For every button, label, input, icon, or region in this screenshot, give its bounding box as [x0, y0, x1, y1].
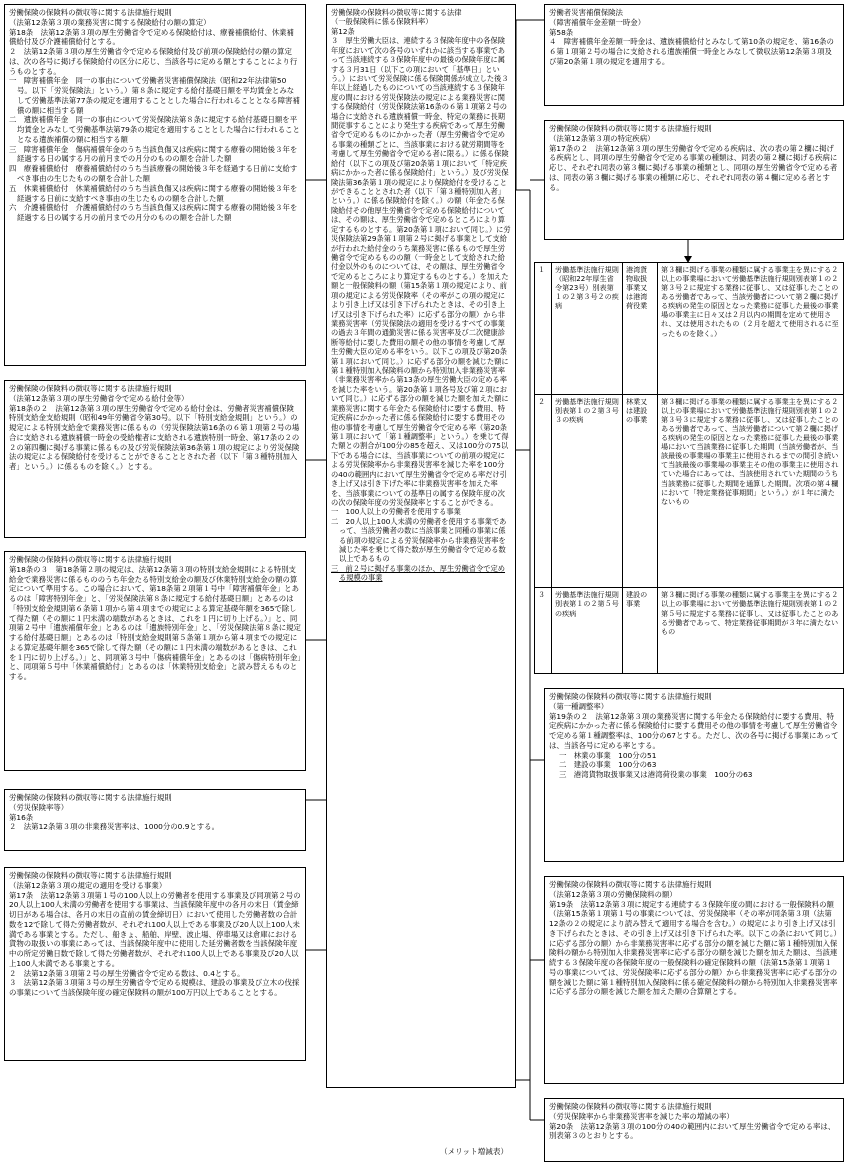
- rule-16-box: [4, 789, 306, 851]
- table-cell-persons: 第３欄に掲げる事業の種類に属する事業主を異にする２以上の事業場において労働基準法施行規則別表第１の２第５号に規定する業務に従事し、又は従事したことのある労働者であって、特定業務従事期間が３年に満たないもの: [658, 588, 844, 674]
- article-text: 第18条 法第12条第３項の厚生労働省令で定める保険給付は、療養補償給付、休業補償給付及び介護補償給付とする。: [9, 27, 294, 47]
- article-text: 第18条の３ 第18条第２項の規定は、法第12条第３項の特別支給金規則による特別支給金で業務災害に係るもののうち年金たる特別支給金の額及び休業特別支給金の額の算定について準用する。この場合において、第18条第２項第１号中「障害補償年金」とあるのは「障害特別年金」と、「労災保険法第８条に規定する給付基礎日額」とあるのは「特別支給金規則第６条第１項から第４項までの規定による算定基礎年額を365で除して得た額（その額に１円未満の端数があるときは、これを１円に切り上げる。）」と、同項第２号中「遺族補償年金」とあるのは「遺族特別年金」と、「労災保険法第８条に規定する給付基礎日額」とあるのは「特別支給金規則第５条第１項から第４項までの規定による算定基礎年額を365で除して得た額（その額に１円未満の端数があるときは、これを１円に切り上げる。）」と、同項第３号中「傷病補償年金」とあるのは「傷病特別年金」と、同項第５号中「休業補償給付」とあるのは「休業特別支給金」と読み替えるものとする。: [9, 564, 301, 682]
- box-title: 労働保険の保険料の徴収等に関する法律施行規則: [9, 555, 172, 564]
- article-text: 第19条 法第12条第３項に規定する連続する３保険年度の間における一般保険料の額（法第15条第１項第１号の事業については、労災保険率（その率が同条第３項（法第12条の２の規定により読み替えて適用する場合を含む。）の規定により引き上げ又は引き下げられたときは、その引き上げ又は引き下げられた率。以下この条において同じ。）に応ずる部分の額）から非業務災害率に応ずる部分の額を減じた額に第１種特別加入保険料の額から特別加入非業務災害率に応ずる部分の額を減じた額を加えた額は、当該連続する３保険年度の各保険年度の一般保険料の確定保険料の額（法第15条第１項第１号の事業については、労災保険率に応ずる部分の額）から非業務災害率に応ずる部分の額を減じた額に第１種特別加入保険料に係る確定保険料の額から特別加入非業務災害率に応ずる部分の額を減じた額を加えた額の合算額とする。: [549, 899, 838, 997]
- list-item: 一 林業の事業 100分の51: [559, 750, 657, 760]
- list-item: 三 前２号に掲げる事業のほか、厚生労働省令で定める規模の事業: [331, 563, 506, 583]
- table-cell-persons: 第３欄に掲げる事業の種類に属する事業主を異にする２以上の事業場において労働基準法施行規則別表第１の２第３号２に規定する業務に従事し、又は従事したことのある労働者であって、当該労働者について第２欄に掲げる疾病の発生の原因となった業務に従事した最後の事業場の事業主に日々又は２月以内の期間を定めて使用され、又は使用されたもの（２月を超えて使用されるに至ったものを除く。）: [658, 263, 844, 395]
- article-text: 第19条の２ 法第12条第３項の業務災害に関する年金たる保険給付に要する費用、特定疾病にかかった者に係る保険給付に要する費用その他の事情を考慮して厚生労働省令で定める第１種調整率は、100分の67とする。ただし、次の各号に掲げる事業にあっては、当該各号に定める率とする。: [549, 711, 839, 750]
- table-row: [535, 394, 844, 588]
- table-row: [535, 263, 844, 395]
- table-cell-no: ２: [535, 394, 552, 588]
- workers-comp-law-58-box: [544, 4, 844, 106]
- box-title: 労働者災害補償保険法: [549, 8, 623, 17]
- list-item: 二 建設の事業 100分の63: [559, 760, 657, 770]
- article-text: 第20条 法第12条第３項の100分の40の範囲内において厚生労働省令で定める率は、別表第３のとおりとする。: [549, 1121, 836, 1141]
- box-subtitle: （労災保険率等）: [9, 802, 69, 812]
- box-title: 労働保険の保険料の徴収等に関する法律施行規則: [9, 8, 172, 17]
- box-title: 労働保険の保険料の徴収等に関する法律施行規則: [9, 793, 172, 802]
- article-body: ３ 厚生労働大臣は、連続する３保険年度中の各保険年度において次の各号のいずれかに該当する事業であって当該連続する３保険年度中の最後の保険年度に属する３月31日（以下この項において「基準日」という。）において労災保険に係る保険関係が成立した後３年以上経過したものについての当該連続する３保険年度の間における労災保険法の規定による業務災害に関する保険給付（労災保険法第16条の６第１項第２号の場合に支給される遺族補償一時金、特定の業務に長期間従事することにより発生する疾病であって厚生労働省令で定めるものにかかった者（厚生労働省令で定める事業の種類ごとに、当該事業における就労期間等を考慮して厚生労働省令で定める者に限る。）に係る保険給付（以下この項及び第20条第１項において「特定疾病にかかった者に係る保険給付」という。）及び労災保険法第36条第１項の規定により保険給付を受けることができることとされた者（以下「第３種特別加入者」という。）に係る保険給付を除く。）の額（年金たる保険給付その他厚生労働省令で定める保険給付については、その額は、厚生労働省令で定めるところにより算定するものとする。第20条第１項において同じ。）に労災保険法第29条第１項第２号に掲げる事業として支給が行われた給付金のうち業務災害に係るもので厚生労働省令で定めるものの額（一時金として支給された給付金以外のものについては、その額は、厚生労働省令で定めるところにより算定するものとする。）を加えた額と一般保険料の額（第15条第１項の規定により、前項の規定による労災保険率（その率がこの項の規定により引き上げ又は引き下げられたときは、その引き上げ又は引き下げられた率）に応ずる部分の額）から非業務災害率（労災保険法の適用を受けるすべての事業の過去３年間の通勤災害に係る災害率及び二次健康診断等給付に要した費用の額その他の事情を考慮して厚生労働大臣の定める率をいう。以下この項及び第20条第１項において同じ。）に応ずる部分の額を減じた額に第１種特別加入保険料の額から特別加入非業務災害率（非業務災害率から第13条の厚生労働大臣の定める率を減じた率をいう。第20条第１項各号及び第２項において同じ。）に応ずる部分の額を減じた額を加えた額に業務災害に関する年金たる保険給付に要する費用、特定疾病にかかった者に係る保険給付に要する費用その他の事情を考慮して厚生労働省令で定める率（第20条第１項において「第１種調整率」という。）を乗じて得た額との割合が100分の85を超え、又は100分の75以下である場合には、当該事業についての前項の規定による労災保険率から非業務災害率を減じた率を100分の40の範囲内において厚生労働省令で定める率だけ引き上げ又は引き下げた率に非業務災害率を加えた率を、当該事業についての基準日の属する保険年度の次の次の保険年度の労災保険率とすることができる。: [331, 36, 511, 507]
- specific-disease-table: [534, 262, 844, 674]
- article-number: 第58条: [549, 27, 574, 37]
- rule-19-2-box: [544, 688, 844, 862]
- table-row: [535, 588, 844, 674]
- list-item: 三 障害補償年金 傷病補償年金のうち当該負傷又は疾病に関する療養の開始後３年を経過する日の属する月の前月までの月分のものの額を合計した額: [9, 144, 298, 164]
- box-title: 労働保険の保険料の徴収等に関する法律施行規則: [9, 871, 172, 880]
- box-subtitle: （法第12条第３項の業務災害に関する保険給付の額の算定）: [9, 17, 211, 27]
- list-item: 四 療養補償給付 療養補償給付のうち当該療養の開始後３年を経過する日前に支給すべき事由の生じたものの額を合計した額: [9, 164, 298, 184]
- list-item: 一 100人以上の労働者を使用する事業: [331, 507, 461, 517]
- rule-19-box: [544, 876, 844, 1084]
- article-number: 第12条: [331, 26, 355, 36]
- box-title: 労働保険の保険料の徴収等に関する法律施行規則: [549, 880, 712, 889]
- table-cell-persons: 第３欄に掲げる事業の種類に属する事業主を異にする２以上の事業場において労働基準法施行規則別表第１の２第３号３に規定する業務に従事し、又は従事したことのある労働者であって、当該労働者について第２欄に掲げる疾病の発生の原因となった業務に従事した最後の事業場において当該業務に従事した期間（当該労働者が、当該最後の事業場の事業主に使用されるまでの間引き続いて当該最後の事業場の事業主その他の事業主に使用されていた場合にあっては、当該使用されていた期間のうち当該業務に従事した期間を通算した期間。次項の第４欄において「特定業務従事期間」という。）が１年に満たないもの: [658, 394, 844, 588]
- rule-20-box: [544, 1098, 844, 1162]
- rule-17-2-box: [544, 120, 844, 240]
- table-cell-no: ３: [535, 588, 552, 674]
- box-subtitle: （一般保険料に係る保険料率）: [331, 17, 433, 27]
- paragraph-2: ２ 法第12条第３項第２号の厚生労働省令で定める数は、0.4とする。: [9, 968, 245, 978]
- rule-18-box: [4, 4, 306, 366]
- paragraph-2: ２ 法第12条第３項の非業務災害率は、1000分の0.9とする。: [9, 822, 219, 832]
- paragraph-2: ２ 法第12条第３項の厚生労働省令で定める保険給付及び前項の保険給付の額の算定は、次の各号に掲げる保険給付の区分に応じ、当該各号に定める額とすることにより行うものとする。: [9, 47, 298, 76]
- table-cell-business: 建設の事業: [623, 588, 658, 674]
- list-item: 六 介護補償給付 介護補償給付のうち当該負傷又は疾病に関する療養の開始後３年を経過する日の属する月の前月までの月分のものの額を合計した額: [9, 203, 298, 223]
- rule-17-box: [4, 867, 306, 1061]
- box-subtitle: （労災保険率から非業務災害率を減じた率の増減の率）: [549, 1111, 734, 1121]
- box-subtitle: （法第12条第３項の労働保険料の額）: [549, 889, 677, 899]
- list-item: 三 港湾貨物取扱事業又は港湾荷役業の事業 100分の63: [559, 770, 753, 780]
- article-body: ４ 障害補償年金差額一時金は、遺族補償給付とみなして第10条の規定を、第16条の６第１項第２号の場合に支給される遺族補償一時金とみなして徴収法第12条第３項及び第20条第１項の規定を適用する。: [549, 37, 834, 66]
- merit-table-caption: （メリット増減表）: [440, 1147, 509, 1156]
- table-cell-disease: 労働基準法施行規則別表第１の２第５号の疾病: [552, 588, 623, 674]
- table-cell-disease: 労働基準法施行規則別表第１の２第３号３の疾病: [552, 394, 623, 588]
- box-title: 労働保険の保険料の徴収等に関する法律: [331, 8, 462, 17]
- box-subtitle: （障害補償年金差額一時金）: [549, 17, 646, 27]
- box-title: 労働保険の保険料の徴収等に関する法律施行規則: [549, 692, 712, 701]
- rule-18-2-box: [4, 380, 306, 538]
- list-item: 二 20人以上100人未満の労働者を使用する事業であって、当該労働者の数に当該事業と同種の事業に係る前項の規定による労災保険率から非業務災害率を減じた率を乗じて得た数が厚生労働省令で定める数以上であるもの: [331, 516, 507, 564]
- table-cell-business: 港湾貨物取扱事業又は港湾荷役業: [623, 263, 658, 395]
- box-subtitle: （法第12条第３項の厚生労働省令で定める給付金等）: [9, 393, 189, 403]
- article-text: 第18条の２ 法第12条第３項の厚生労働省令で定める給付金は、労働者災害補償保険特別支給金支給規則（昭和49年労働省令第30号。以下「特別支給金規則」という。）の規定による特別支給金で業務災害に係るもの（労災保険法第16条の６第１項第２号の場合に支給される遺族補償一時金の受給権者に支給される遺族特別一時金、第17条の２の２の第四欄に掲げる事業に係るもの及び労災保険法第36条第１項の規定により労災保険法の規定による保険給付を受けることができることとされた者（以下「第３種特別加入者」という。）に係るものを除く。）とする。: [9, 403, 300, 472]
- list-item: 二 遺族補償年金 同一の事由について労災保険法第８条に規定する給付基礎日額を平均賃金とみなして労働基準法第79条の規定を適用することとした場合に行われることとなる遺族補償の額に相当する額: [9, 115, 300, 144]
- paragraph-3: ３ 法第12条第３項第３号の厚生労働省令で定める規模は、建設の事業及び立木の伐採の事業について当該保険年度の確定保険料の額が100万円以上であることとする。: [9, 978, 300, 998]
- table-cell-disease: 労働基準法施行規則（昭和22年厚生省令第23号）別表第１の２第３号２の疾病: [552, 263, 623, 395]
- box-subtitle: （第一種調整率）: [549, 701, 609, 711]
- box-subtitle: （法第12条第３項の特定疾病）: [549, 133, 655, 143]
- list-item: 一 障害補償年金 同一の事由について労働者災害補償保険法（昭和22年法律第50号。以下「労災保険法」という。）第８条に規定する給付基礎日額を平均賃金とみなして労働基準法第77条の規定を適用することとした場合に行われることとなる障害補償の額に相当する額: [9, 76, 300, 115]
- article-text: 第17条の２ 法第12条第３項の厚生労働省令で定める疾病は、次の表の第２欄に掲げる疾病とし、同項の厚生労働省令で定める事業の種類は、同表の第２欄に掲げる疾病に応じ、それぞれ同表の第３欄に掲げる事業の種類とし、同項の厚生労働省令で定める者は、同表の第３欄に掲げる事業の種類に応じ、それぞれ同表の第４欄に定める者とする。: [549, 143, 838, 192]
- list-item: 五 休業補償給付 休業補償給付のうち当該負傷又は疾病に関する療養の開始後３年を経過する日前に支給すべき事由の生じたものの額を合計した額: [9, 183, 298, 203]
- box-title: 労働保険の保険料の徴収等に関する法律施行規則: [549, 124, 712, 133]
- table-cell-no: １: [535, 263, 552, 395]
- box-subtitle: （法第12条第３項の規定の適用を受ける事業）: [9, 880, 167, 890]
- rule-18-3-box: [4, 551, 306, 771]
- box-title: 労働保険の保険料の徴収等に関する法律施行規則: [549, 1102, 712, 1111]
- law-article-12-box: [326, 4, 516, 1088]
- article-text: 第16条: [9, 812, 34, 822]
- article-text: 第17条 法第12条第３項第１号の100人以上の労働者を使用する事業及び同項第２号の20人以上100人未満の労働者を使用する事業は、当該保険年度中の各月の末日（賃金締切日がある場合は、各月の末日の直前の賃金締切日）において使用した労働者数の合計数を12で除して得た労働者数が、それぞれ100人以上である事業及び20人以上100人未満である事業とする。ただし、船きょ、船舶、岸壁、波止場、停車場又は倉庫における貨物の取扱いの事業にあっては、当該保険年度中に使用した延労働者数を当該保険年度中の所定労働日数で除して得た労働者数が、それぞれ100人以上である事業及び20人以上100人未満である事業とする。: [9, 890, 301, 968]
- table-cell-business: 林業又は建設の事業: [623, 394, 658, 588]
- box-title: 労働保険の保険料の徴収等に関する法律施行規則: [9, 384, 172, 393]
